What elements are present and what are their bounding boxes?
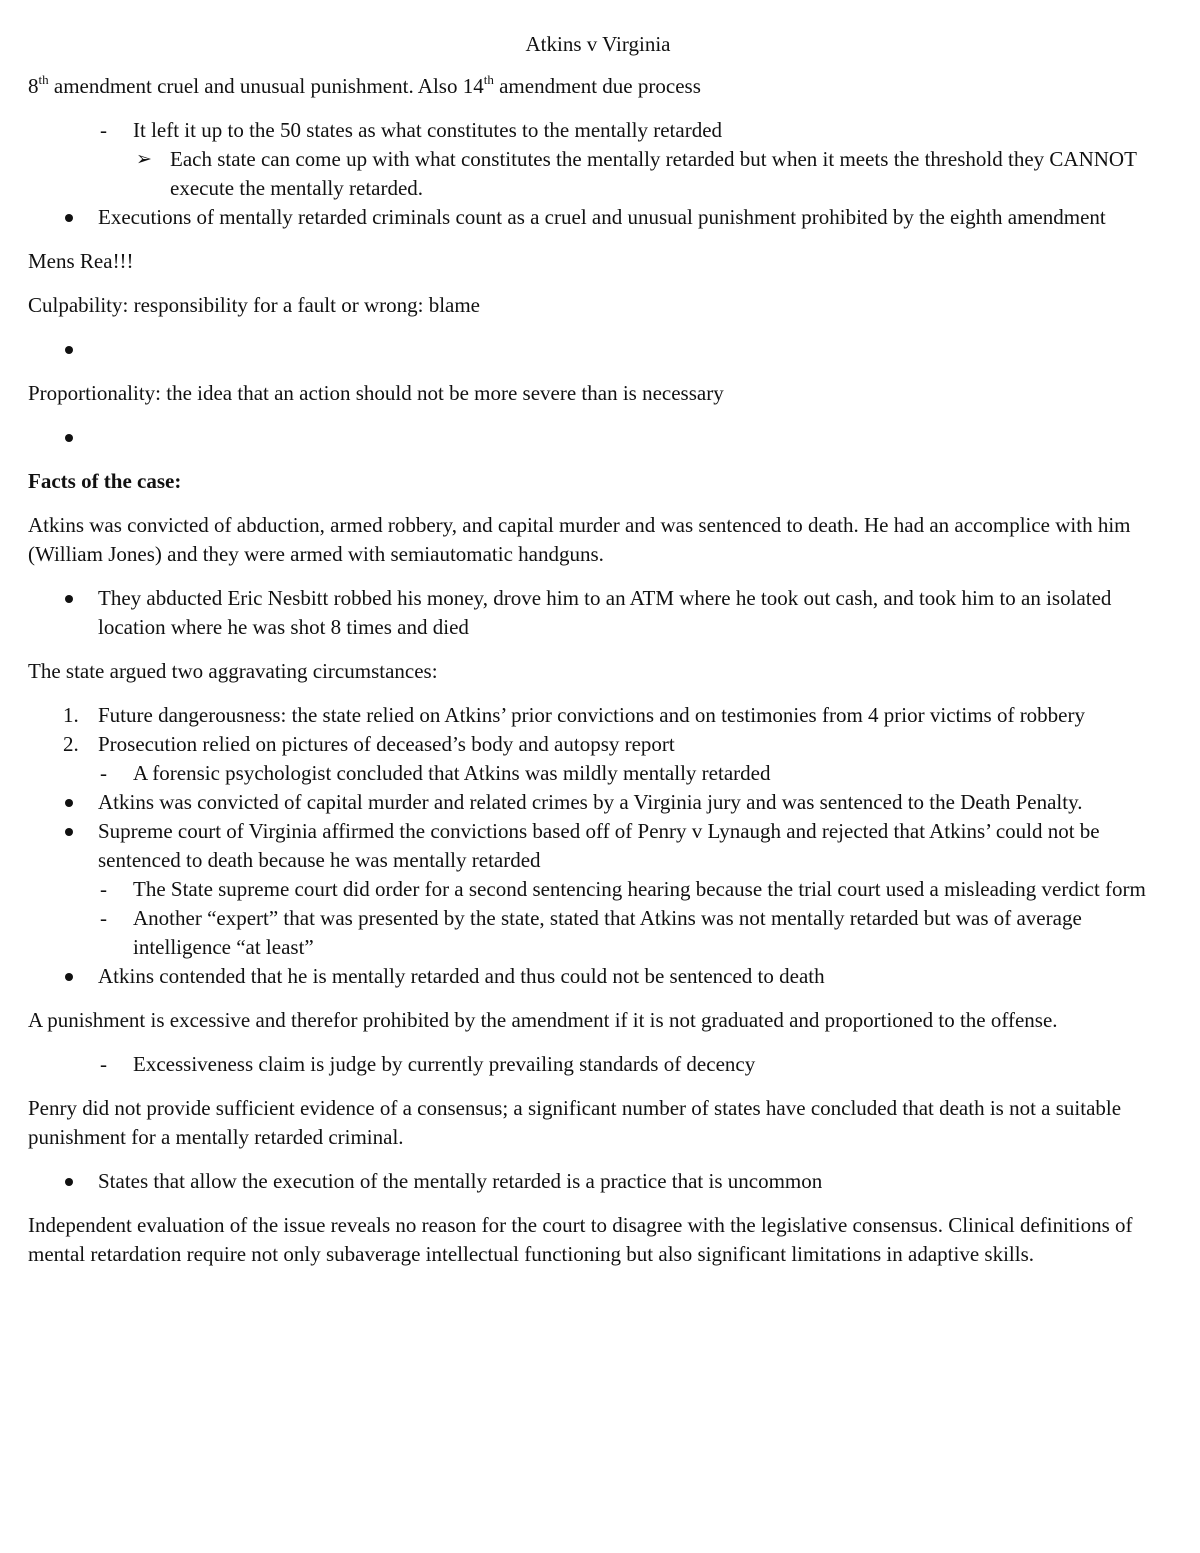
bullet-icon [65,434,73,442]
final-paragraph: Independent evaluation of the issue reveals no reason for the court to disagree with the legislative consensus. Clinical definitions of mental retardation require not only subaverage intellectual functioning but also significant limitations in adaptive skills. [28,1213,1133,1266]
document-page [28,28,1168,1269]
penry-paragraph: Penry did not provide sufficient evidence of a consensus; a significant number of states have concluded that death is not a suitable punishment for a mentally retarded criminal. [28,1096,1122,1149]
bullet-icon [65,1178,73,1186]
facts-paragraph: Atkins was convicted of abduction, armed robbery, and capital murder and was sentenced to death. He had an accomplice with him (William Jones) and they were armed with semiautomatic handguns. [28,513,1131,566]
bullet-icon [65,595,73,603]
list-item-text: It left it up to the 50 states as what constitutes to the mentally retarded [133,118,723,142]
circumstances-list [28,701,1168,991]
list-item-text: States that allow the execution of the mentally retarded is a practice that is uncommon [98,1169,823,1193]
numbered-item [28,730,1168,759]
amendment-list [28,116,1168,232]
superscript-th-2: th [483,72,494,87]
number-marker: 1. [63,703,79,727]
numbered-item [28,701,1168,730]
amendment-line [28,72,1168,101]
proportionality-line: Proportionality: the idea that an action should not be more severe than is necessary [28,381,724,405]
dash-marker: - [100,1052,107,1076]
dash-marker: - [100,877,107,901]
number-marker: 2. [63,732,79,756]
bullet-icon [65,799,73,807]
bullet-icon [65,346,73,354]
list-item [28,116,1168,145]
list-item-text: Excessiveness claim is judge by currently prevailing standards of decency [133,1052,756,1076]
list-item-text: Each state can come up with what constitutes the mentally retarded but when it meets the threshold they CANNOT execute the mentally retarded. [170,147,1137,200]
list-item-text: Prosecution relied on pictures of deceased’s body and autopsy report [98,732,675,756]
excessive-list [28,1050,1168,1079]
dash-marker: - [100,118,107,142]
list-item-text: Atkins contended that he is mentally retarded and thus could not be sentenced to death [98,964,825,988]
facts-heading: Facts of the case: [28,469,182,493]
superscript-th-1: th [38,72,49,87]
empty-list-item [28,423,1168,452]
list-item-text: Supreme court of Virginia affirmed the convictions based off of Penry v Lynaugh and rejected that Atkins’ could not be sentenced to death because he was mentally retarded [98,819,1100,872]
list-item [28,584,1168,642]
amendment-text-c: amendment due process [493,74,701,98]
mens-rea-line: Mens Rea!!! [28,249,134,273]
list-item-text: Atkins was convicted of capital murder and related crimes by a Virginia jury and was sentenced to the Death Penalty. [98,790,1083,814]
facts-list [28,584,1168,642]
dash-marker: - [100,761,107,785]
amendment-text-a: 8 [28,74,39,98]
list-item [28,962,1168,991]
list-item-text: A forensic psychologist concluded that Atkins was mildly mentally retarded [133,761,771,785]
list-item [28,203,1168,232]
state-argued-line: The state argued two aggravating circumstances: [28,659,438,683]
penry-list [28,1167,1168,1196]
list-item-text: Another “expert” that was presented by the state, stated that Atkins was not mentally retarded but was of average intelligence “at least” [133,906,1082,959]
page-title: Atkins v Virginia [525,32,671,56]
list-item [28,1050,1168,1079]
list-item [28,788,1168,817]
list-item-text: Future dangerousness: the state relied on Atkins’ prior convictions and on testimonies from 4 prior victims of robbery [98,703,1085,727]
list-item [28,759,1168,788]
amendment-text-b: amendment cruel and unusual punishment. Also 14 [48,74,484,98]
bullet-icon [65,214,73,222]
list-item [28,1167,1168,1196]
list-item [28,904,1168,962]
list-item-text: They abducted Eric Nesbitt robbed his money, drove him to an ATM where he took out cash, and took him to an isolated location where he was shot 8 times and died [98,586,1112,639]
list-item [28,817,1168,875]
dash-marker: - [100,906,107,930]
arrow-bullet-icon: ➢ [136,149,152,170]
bullet-icon [65,973,73,981]
list-item [28,875,1168,904]
empty-list-item [28,335,1168,364]
culpability-line: Culpability: responsibility for a fault or wrong: blame [28,293,481,317]
list-item-text: Executions of mentally retarded criminals count as a cruel and unusual punishment prohibited by the eighth amendment [98,205,1106,229]
list-item-text: The State supreme court did order for a second sentencing hearing because the trial court used a misleading verdict form [133,877,1146,901]
list-item [28,145,1168,203]
excessive-paragraph: A punishment is excessive and therefor prohibited by the amendment if it is not graduated and proportioned to the offense. [28,1008,1058,1032]
bullet-icon [65,828,73,836]
